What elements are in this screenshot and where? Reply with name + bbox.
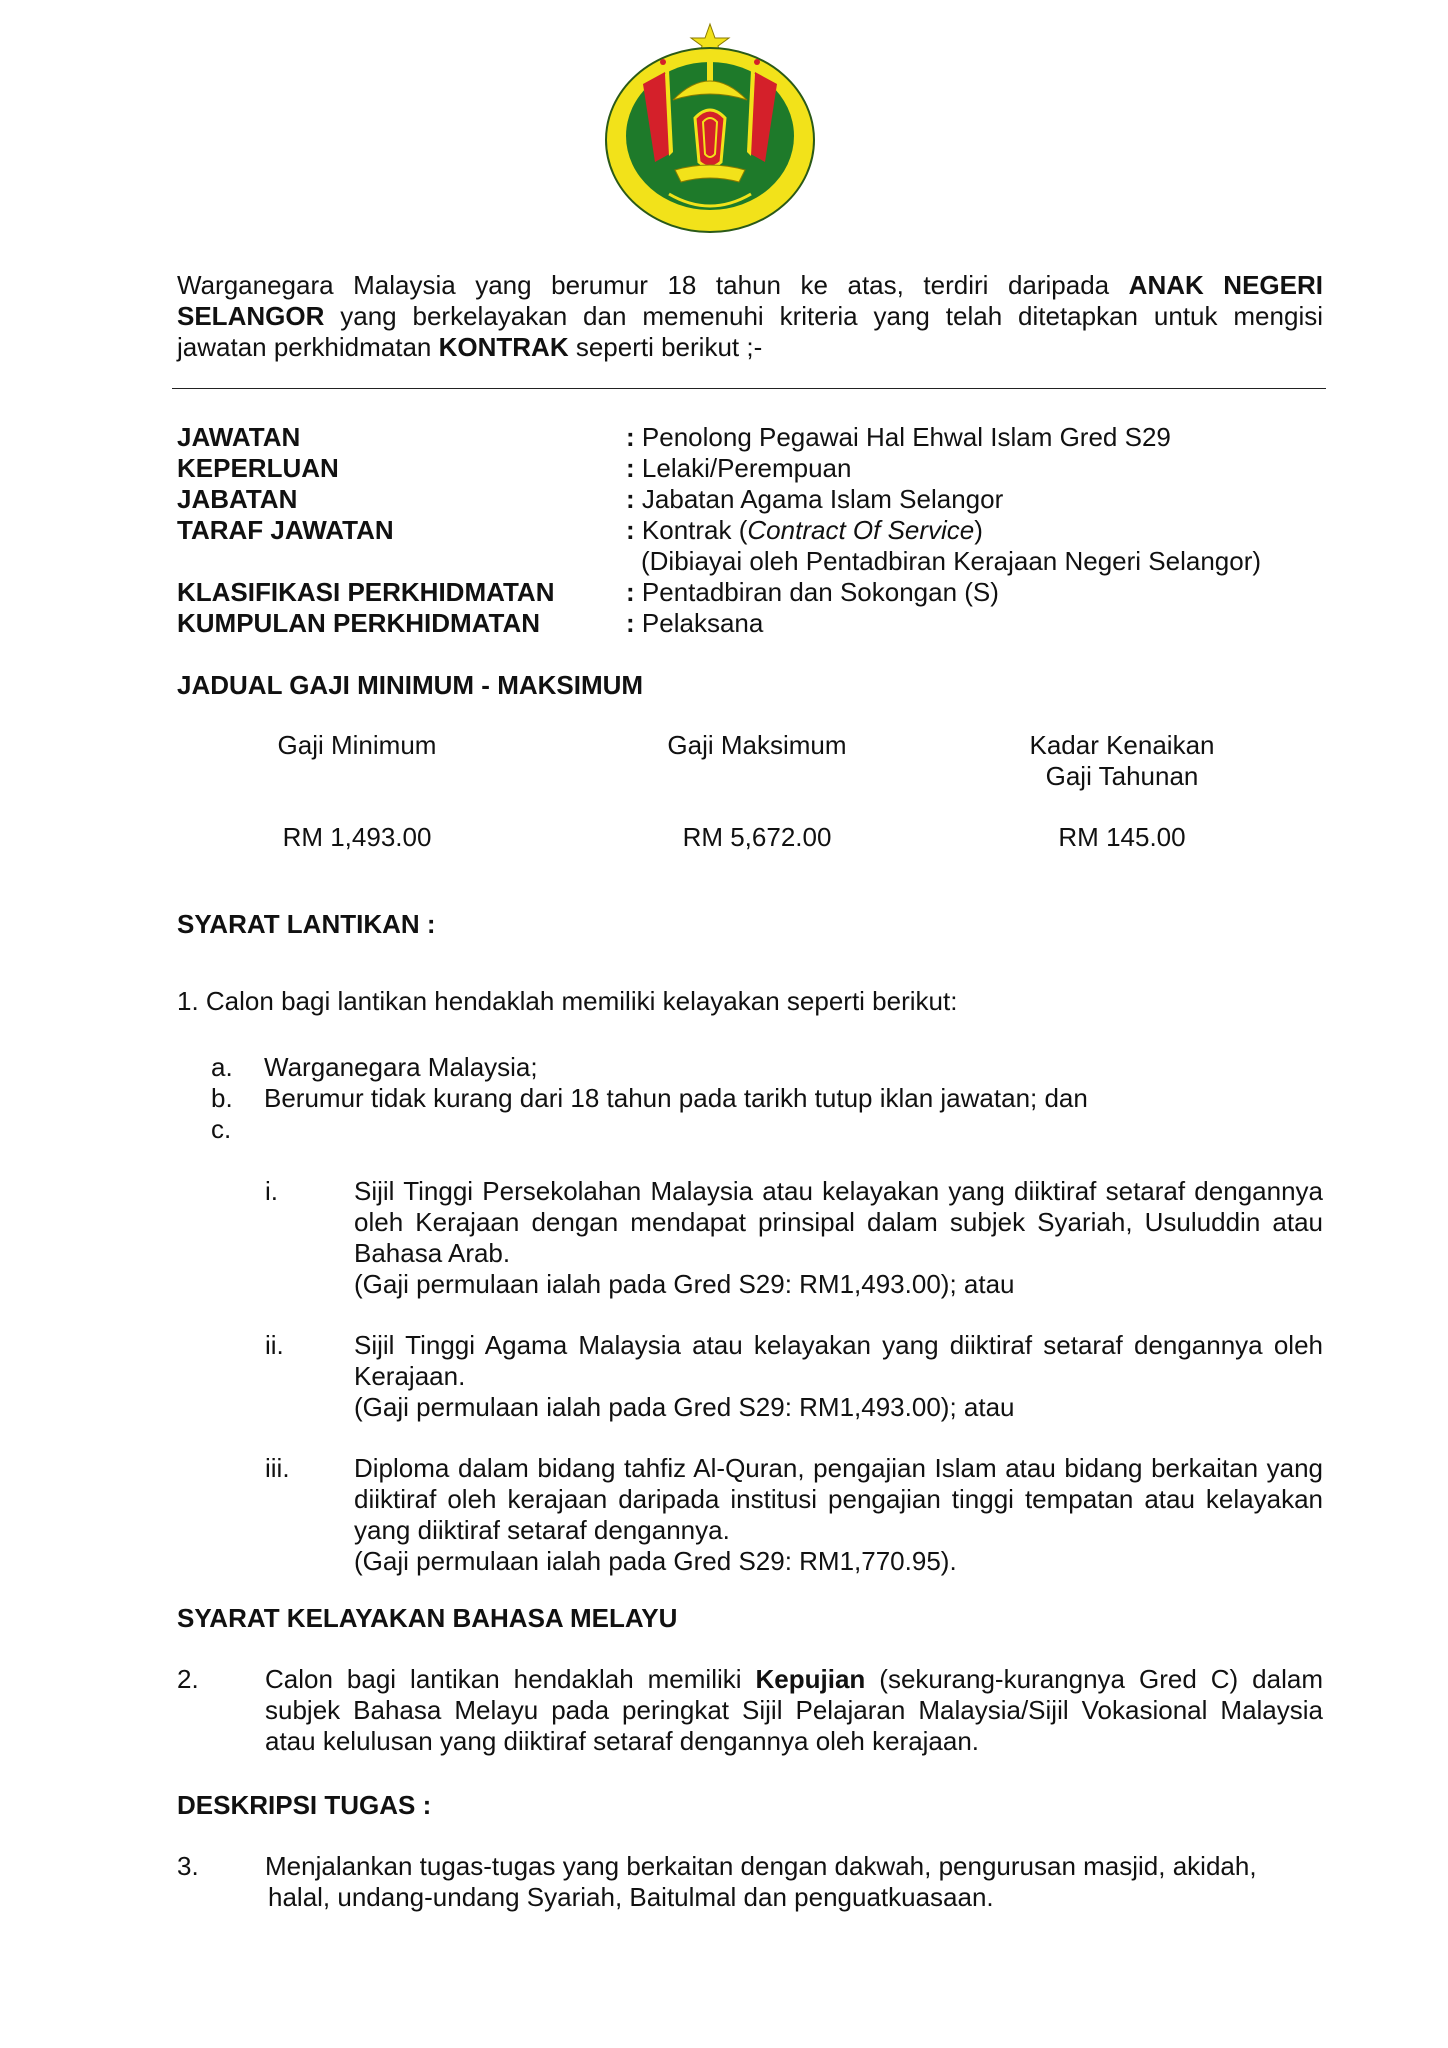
info-value: Kontrak ( — [641, 515, 748, 545]
list-marker: a. — [211, 1052, 233, 1082]
info-colon: : — [626, 608, 635, 638]
sublist-marker: ii. — [265, 1330, 284, 1360]
selangor-crest-logo — [603, 22, 818, 234]
bahasa-kepujian: Kepujian — [755, 1664, 866, 1694]
info-value: ) — [974, 515, 983, 545]
tugas-paragraph-3 — [177, 1851, 1323, 1913]
horizontal-divider — [172, 388, 1326, 389]
sublist-salary-note: (Gaji permulaan ialah pada Gred S29: RM1,770.95). — [354, 1546, 957, 1576]
salary-max-label: Gaji Maksimum — [667, 730, 847, 760]
paragraph-number: 2. — [177, 1664, 199, 1694]
salary-max-value: RM 5,672.00 — [682, 822, 832, 852]
deskripsi-tugas-heading: DESKRIPSI TUGAS : — [177, 1790, 432, 1820]
info-colon: : — [626, 577, 635, 607]
list-text: Berumur tidak kurang dari 18 tahun pada tarikh tutup iklan jawatan; dan — [264, 1083, 1088, 1113]
tugas-text-line2: halal, undang-undang Syariah, Baitulmal dan penguatkuasaan. — [268, 1882, 994, 1912]
info-value: Lelaki/Perempuan — [641, 453, 852, 483]
sublist-text: Diploma dalam bidang tahfiz Al-Quran, pengajian Islam atau bidang berkaitan yang diiktiraf oleh kerajaan daripada institusi pengajian tinggi tempatan atau kelayakan yang diiktiraf setaraf dengannya. — [354, 1453, 1323, 1545]
list-text: Warganegara Malaysia; — [264, 1052, 538, 1082]
list-marker: c. — [211, 1114, 232, 1144]
info-row-keperluan — [177, 453, 1337, 484]
list-marker: b. — [211, 1083, 233, 1113]
intro-anak-negeri-selangor: ANAK NEGERI SELANGOR — [177, 270, 1323, 331]
bahasa-melayu-heading: SYARAT KELAYAKAN BAHASA MELAYU — [177, 1603, 678, 1633]
info-row-klasifikasi — [177, 577, 1337, 608]
salary-increment-label-line1: Kadar Kenaikan — [1029, 730, 1215, 760]
bahasa-text: Calon bagi lantikan hendaklah memiliki — [265, 1664, 756, 1694]
sublist-item-iii — [265, 1453, 1323, 1577]
salary-min-label: Gaji Minimum — [277, 730, 437, 760]
info-colon: : — [626, 453, 635, 483]
info-row-jawatan — [177, 422, 1337, 453]
intro-text: yang berkelayakan dan memenuhi kriteria yang telah ditetapkan untuk mengisi jawatan perkhidmatan — [177, 301, 1323, 362]
info-row-taraf-jawatan — [177, 515, 1337, 546]
info-value: Penolong Pegawai Hal Ehwal Islam Gred S29 — [641, 422, 1171, 452]
info-label: JAWATAN — [177, 422, 301, 452]
sublist-marker: i. — [265, 1176, 278, 1206]
info-label: JABATAN — [177, 484, 298, 514]
intro-paragraph — [177, 270, 1323, 363]
intro-kontrak: KONTRAK — [438, 332, 569, 362]
syarat-lantikan-heading: SYARAT LANTIKAN : — [177, 909, 436, 939]
sublist-salary-note: (Gaji permulaan ialah pada Gred S29: RM1,493.00); atau — [354, 1392, 1015, 1422]
salary-heading: JADUAL GAJI MINIMUM - MAKSIMUM — [177, 670, 644, 700]
salary-increment-value: RM 145.00 — [1058, 822, 1186, 852]
info-label: KEPERLUAN — [177, 453, 339, 483]
info-row-kumpulan — [177, 608, 1337, 639]
sublist-item-ii — [265, 1330, 1323, 1423]
sublist-item-i — [265, 1176, 1323, 1300]
intro-text: Warganegara Malaysia yang berumur 18 tahun ke atas, terdiri daripada — [177, 270, 1129, 300]
salary-table — [177, 730, 1323, 870]
bahasa-text: (sekurang-kurangnya Gred C) dalam subjek Bahasa Melayu pada peringkat Sijil Pelajaran Malaysia/Sijil Vokasional Malaysia atau kelulusan yang diiktiraf setaraf dengannya oleh kerajaan. — [265, 1664, 1323, 1756]
intro-text: seperti berikut ;- — [568, 332, 763, 362]
info-colon: : — [626, 422, 635, 452]
info-colon: : — [626, 515, 635, 545]
info-label: KUMPULAN PERKHIDMATAN — [177, 608, 541, 638]
list-item-c — [211, 1114, 264, 1145]
info-colon: : — [626, 484, 635, 514]
sublist-text: Sijil Tinggi Agama Malaysia atau kelayakan yang diiktiraf setaraf dengannya oleh Kerajaan. — [354, 1330, 1323, 1391]
info-value-italic: Contract Of Service — [747, 515, 975, 545]
info-row-jabatan — [177, 484, 1337, 515]
job-info-table — [177, 422, 1337, 639]
syarat-paragraph-1: 1. Calon bagi lantikan hendaklah memiliki kelayakan seperti berikut: — [177, 986, 958, 1016]
info-label: TARAF JAWATAN — [177, 515, 394, 545]
sublist-text: Sijil Tinggi Persekolahan Malaysia atau kelayakan yang diiktiraf setaraf dengannya oleh Kerajaan dengan mendapat prinsipal dalam subjek Syariah, Usuluddin atau Bahasa Arab. — [354, 1176, 1323, 1268]
paragraph-number: 3. — [177, 1851, 199, 1881]
info-taraf-note: (Dibiayai oleh Pentadbiran Kerajaan Negeri Selangor) — [641, 546, 1262, 576]
info-value: Pentadbiran dan Sokongan (S) — [641, 577, 999, 607]
list-item-b — [211, 1083, 1088, 1114]
salary-increment-label-line2: Gaji Tahunan — [1045, 761, 1199, 791]
info-label: KLASIFIKASI PERKHIDMATAN — [177, 577, 555, 607]
salary-min-value: RM 1,493.00 — [282, 822, 432, 852]
info-value: Pelaksana — [641, 608, 764, 638]
bahasa-paragraph-2 — [177, 1664, 1323, 1757]
salary-increment-label — [942, 730, 1302, 792]
list-item-a — [211, 1052, 538, 1083]
sublist-marker: iii. — [265, 1453, 290, 1483]
tugas-text-line1: Menjalankan tugas-tugas yang berkaitan dengan dakwah, pengurusan masjid, akidah, — [265, 1851, 1257, 1881]
sublist-salary-note: (Gaji permulaan ialah pada Gred S29: RM1,493.00); atau — [354, 1269, 1015, 1299]
info-value: Jabatan Agama Islam Selangor — [641, 484, 1004, 514]
